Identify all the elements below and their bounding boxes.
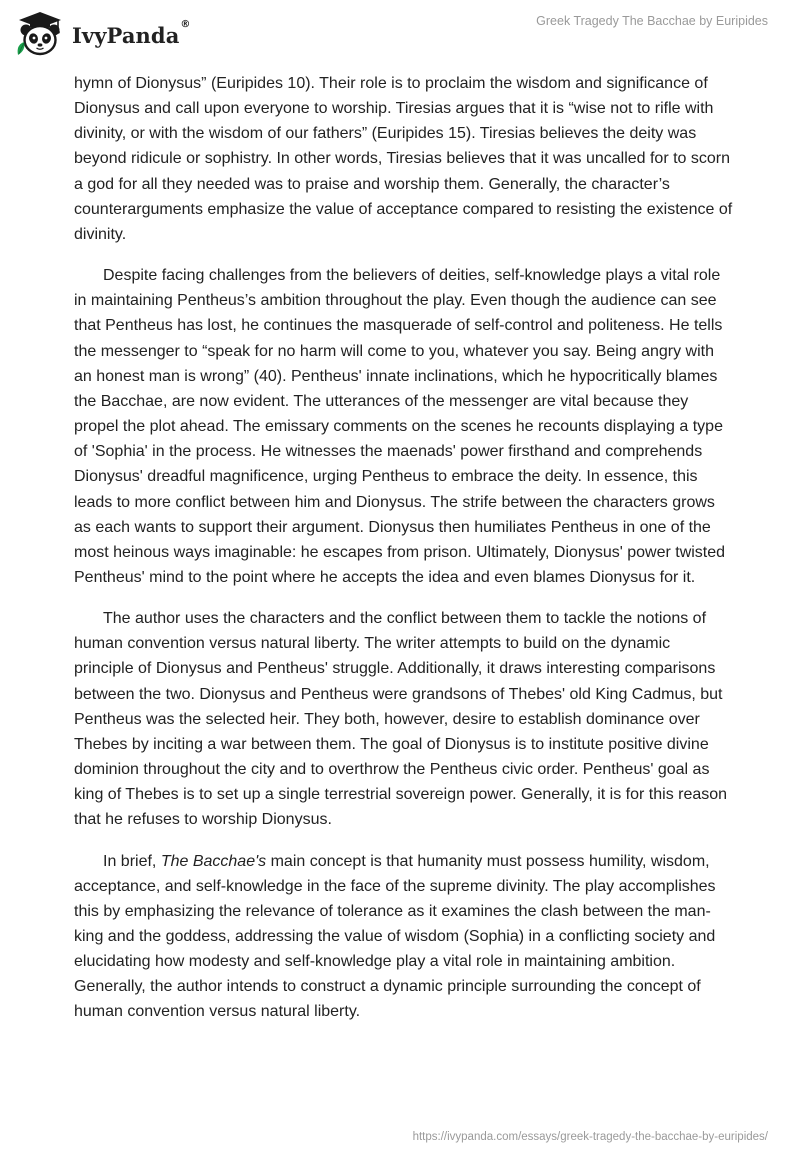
paragraph-4-lead: In brief, [103,852,161,870]
document-title: Greek Tragedy The Bacchae by Euripides [536,14,768,28]
paragraph-4 [74,849,734,1025]
panda-graduation-cap-icon [14,9,66,57]
ivypanda-logo[interactable] [14,8,191,58]
logo-name: IvyPanda [72,22,180,48]
paragraph-4-rest: main concept is that humanity must possess humility, wisdom, acceptance, and self-knowledge in the face of the supreme divinity. The play accomplishes this by emphasizing the relevance of tolerance as it examines the clash between the man-king and the goddess, addressing the value of wisdom (Sophia) in a conflicting society and elucidating how modesty and self-knowledge play a vital role in maintaining ambition. Generally, the author intends to construct a dynamic principle surrounding the concept of human convention versus natural liberty. [74,852,716,1021]
logo-wordmark [72,18,191,48]
paragraph-3: The author uses the characters and the conflict between them to tackle the notions of human convention versus natural liberty. The writer attempts to build on the dynamic principle of Dionysus and Pentheus' struggle. Additionally, it draws interesting comparisons between the two. Dionysus and Pentheus were grandsons of Thebes' old King Cadmus, but Pentheus was the selected heir. They both, however, desire to establish dominance over Thebes by inciting a war between them. The goal of Dionysus is to institute positive divine dominion throughout the city and to overthrow the Pentheus civic order. Pentheus' goal as king of Thebes is to set up a single terrestrial sovereign power. Generally, it is for this reason that he refuses to worship Dionysus. [74,610,728,829]
essay-body [74,71,734,1041]
play-title-italic: The Bacchae's [160,852,267,870]
source-url[interactable]: https://ivypanda.com/essays/greek-tragedy-the-bacchae-by-euripides/ [412,1131,768,1143]
page-header [0,0,800,70]
registered-mark: ® [180,18,191,30]
paragraph-2: Despite facing challenges from the believers of deities, self-knowledge plays a vital role in maintaining Pentheus’s ambition throughout the play. Even though the audience can see that Pentheus has lost, he continues the masquerade of self-control and politeness. He tells the messenger to “speak for no harm will come to you, whatever you say. Being angry with an honest man is wrong” (40). Pentheus' innate inclinations, which he hypocritically blames the Bacchae, are now evident. The utterances of the messenger are vital because they propel the plot ahead. The emissary comments on the scenes he recounts displaying a type of 'Sophia' in the process. He witnesses the maenads' power firsthand and comprehends Dionysus' dreadful magnificence, urging Pentheus to embrace the deity. In essence, this leads to more conflict between him and Dionysus. The strife between the characters grows as each wants to support their argument. Dionysus then humiliates Pentheus in one of the most heinous ways imaginable: he escapes from prison. Ultimately, Dionysus' power twisted Pentheus' mind to the point where he accepts the idea and even blames Dionysus for it. [74,267,726,586]
paragraph-1: hymn of Dionysus” (Euripides 10). Their role is to proclaim the wisdom and significance of Dionysus and call upon everyone to worship. Tiresias argues that it is “wise not to rifle with divinity, or with the wisdom of our fathers” (Euripides 15). Tiresias believes the deity was beyond ridicule or sophistry. In other words, Tiresias believes that it was uncalled for to scorn a god for all they needed was to praise and worship them. Generally, the character’s counterarguments emphasize the value of acceptance compared to resisting the existence of divinity. [74,75,733,243]
